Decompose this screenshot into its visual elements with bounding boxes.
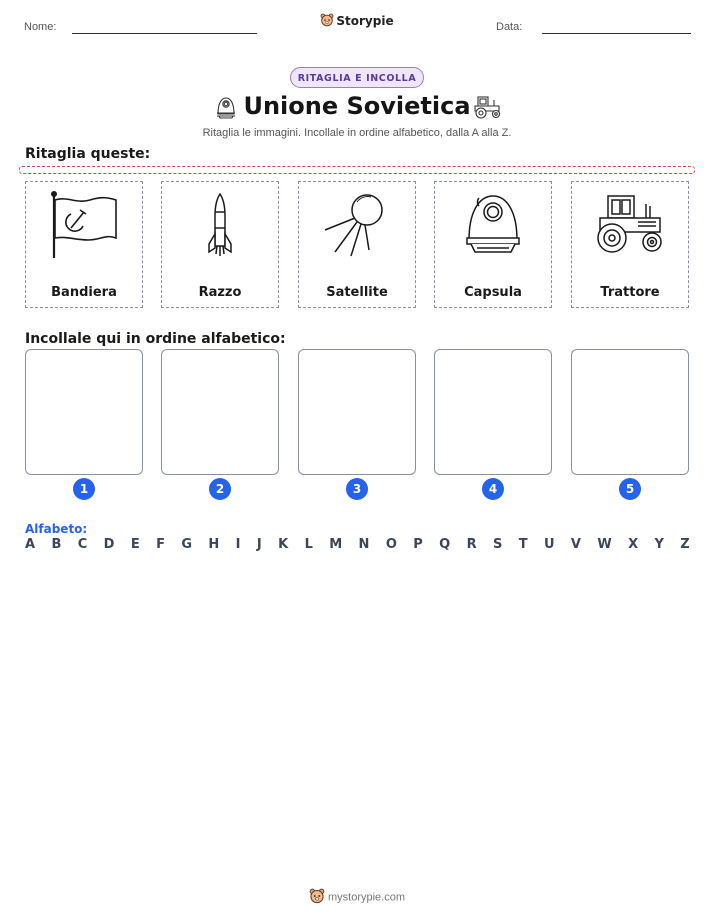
date-line[interactable]: [542, 33, 691, 34]
capsule-icon: [449, 190, 537, 260]
alphabet-letter: P: [413, 537, 423, 552]
alphabet-letter: G: [181, 537, 193, 552]
alphabet-letter: V: [570, 537, 581, 552]
alphabet-heading: Alfabeto:: [25, 522, 88, 536]
paste-slot-5[interactable]: [571, 349, 689, 475]
slot-number-badge: 1: [73, 478, 95, 500]
alphabet-letter: S: [492, 537, 503, 552]
alphabet-row: [25, 537, 690, 552]
cut-card-bandiera[interactable]: [25, 181, 143, 308]
bear-logo-icon: [320, 13, 334, 30]
alphabet-letter: Q: [439, 537, 451, 552]
date-label: Data:: [496, 21, 523, 33]
tractor-small-icon: [472, 94, 504, 120]
paste-slot-1[interactable]: [25, 349, 143, 475]
paste-slot-4[interactable]: [434, 349, 552, 475]
cut-card-satellite[interactable]: [298, 181, 416, 308]
paste-slot-2[interactable]: [161, 349, 279, 475]
tractor-icon: [586, 190, 674, 260]
alphabet-letter: H: [208, 537, 220, 552]
alphabet-letter: D: [103, 537, 115, 552]
slot-number-badge: 3: [346, 478, 368, 500]
alphabet-letter: Y: [654, 537, 664, 552]
activity-badge: RITAGLIA E INCOLLA: [290, 67, 424, 88]
alphabet-letter: Z: [680, 537, 690, 552]
cut-card-trattore[interactable]: [571, 181, 689, 308]
flag-icon: [40, 190, 128, 260]
alphabet-letter: I: [235, 537, 241, 552]
alphabet-letter: U: [543, 537, 555, 552]
instructions: Ritaglia le immagini. Incollale in ordine alfabetico, dalla A alla Z.: [202, 127, 512, 139]
alphabet-letter: T: [518, 537, 528, 552]
alphabet-letter: A: [25, 537, 36, 552]
alphabet-letter: K: [278, 537, 289, 552]
alphabet-letter: C: [77, 537, 88, 552]
card-label: Trattore: [600, 285, 660, 300]
paste-slot-3[interactable]: [298, 349, 416, 475]
footer-link[interactable]: mystorypie.com: [327, 891, 406, 904]
alphabet-letter: R: [466, 537, 477, 552]
card-label: Satellite: [326, 285, 388, 300]
cut-card-capsula[interactable]: [434, 181, 552, 308]
alphabet-letter: M: [329, 537, 343, 552]
alphabet-letter: N: [358, 537, 370, 552]
name-line[interactable]: [72, 33, 257, 34]
card-label: Capsula: [464, 285, 522, 300]
alphabet-letter: E: [130, 537, 140, 552]
card-label: Bandiera: [51, 285, 117, 300]
bear-logo-icon: [309, 888, 325, 907]
alphabet-letter: O: [385, 537, 397, 552]
alphabet-letter: B: [51, 537, 62, 552]
alphabet-letter: W: [597, 537, 612, 552]
slot-number-badge: 4: [482, 478, 504, 500]
paste-heading: Incollale qui in ordine alfabetico:: [25, 331, 286, 347]
alphabet-letter: X: [628, 537, 639, 552]
alphabet-letter: L: [304, 537, 313, 552]
cut-card-razzo[interactable]: [161, 181, 279, 308]
card-label: Razzo: [198, 285, 242, 300]
slot-number-badge: 2: [209, 478, 231, 500]
slot-number-badge: 5: [619, 478, 641, 500]
brand: [0, 13, 714, 30]
satellite-icon: [313, 190, 401, 260]
page-title: Unione Sovietica: [243, 92, 471, 120]
alphabet-letter: F: [156, 537, 165, 552]
cut-line: [19, 166, 695, 174]
brand-name: Storypie: [336, 14, 394, 28]
alphabet-letter: J: [256, 537, 262, 552]
rocket-icon: [176, 190, 264, 260]
footer: [0, 888, 714, 907]
cut-heading: Ritaglia queste:: [25, 146, 151, 162]
name-label: Nome:: [24, 21, 57, 33]
